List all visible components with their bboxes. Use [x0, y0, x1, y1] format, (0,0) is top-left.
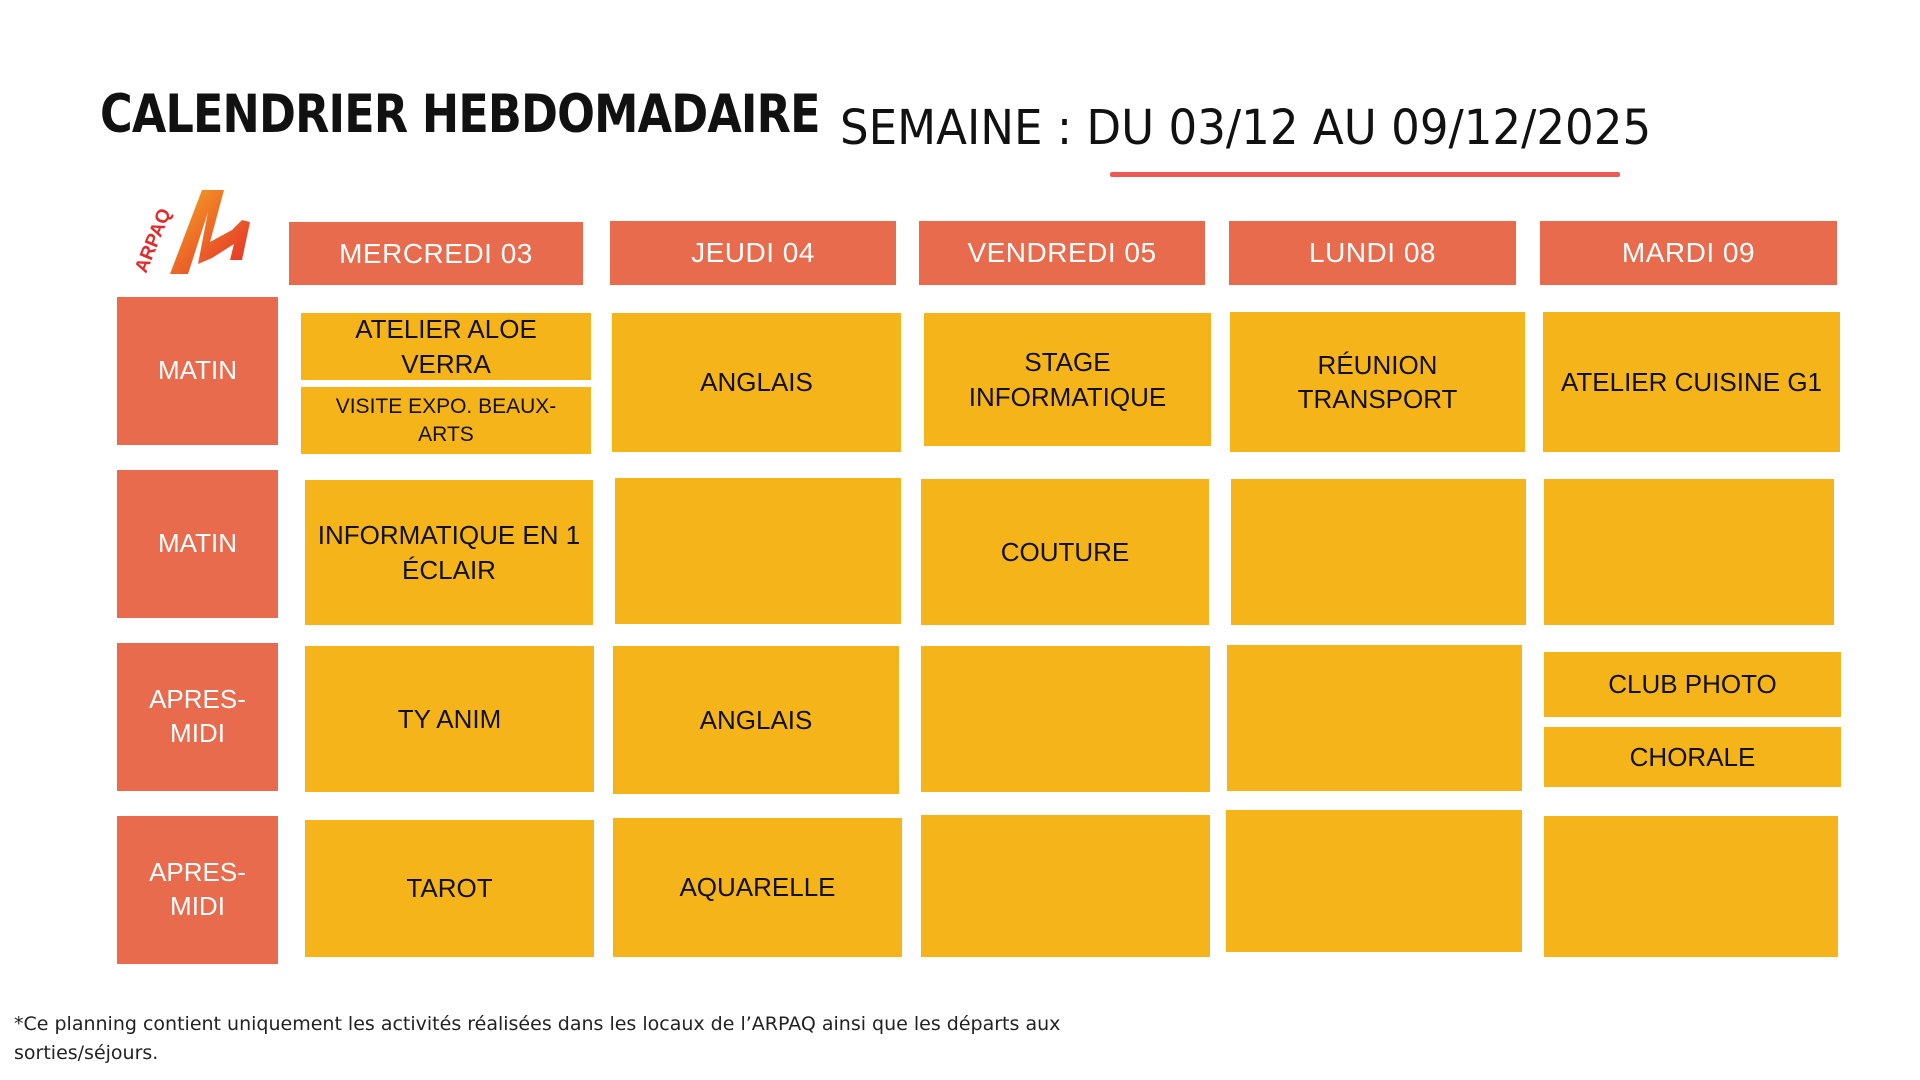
activity-cell: AQUARELLE	[613, 818, 902, 957]
activity-cell	[1226, 810, 1522, 952]
day-header-vendredi: VENDREDI 05	[919, 221, 1205, 285]
slot-label-matin-2: MATIN	[117, 470, 278, 618]
activity-cell: TAROT	[305, 820, 594, 957]
activity-cell: ATELIER CUISINE G1	[1543, 312, 1840, 452]
day-header-mardi: MARDI 09	[1540, 221, 1837, 285]
page-title: CALENDRIER HEBDOMADAIRE	[100, 84, 820, 145]
day-header-jeudi: JEUDI 04	[610, 221, 896, 285]
activity-cell: VISITE EXPO. BEAUX-ARTS	[301, 387, 591, 454]
activity-cell	[1227, 645, 1522, 791]
activity-cell: INFORMATIQUE EN 1 ÉCLAIR	[305, 480, 593, 625]
activity-cell	[921, 646, 1210, 792]
logo-text: ARPAQ	[132, 205, 176, 276]
activity-cell: TY ANIM	[305, 646, 594, 792]
activity-cell: ATELIER ALOE VERRA	[301, 313, 591, 380]
week-range: SEMAINE : DU 03/12 AU 09/12/2025	[840, 100, 1652, 156]
activity-cell: CHORALE	[1544, 727, 1841, 787]
footnote: *Ce planning contient uniquement les activités réalisées dans les locaux de l’ARPAQ ainsi que les départs aux sorties/séjours.	[14, 1013, 1061, 1065]
slot-label-matin-1: MATIN	[117, 297, 278, 445]
slot-label-apres-midi-2: APRES-MIDI	[117, 816, 278, 964]
arpaq-logo-icon	[132, 182, 262, 282]
activity-cell	[921, 815, 1210, 957]
activity-cell	[1544, 816, 1838, 957]
activity-cell: ANGLAIS	[613, 646, 899, 794]
activity-cell	[1544, 479, 1834, 625]
activity-cell: CLUB PHOTO	[1544, 652, 1841, 717]
activity-cell	[1231, 479, 1526, 625]
activity-cell: RÉUNION TRANSPORT	[1230, 312, 1525, 452]
activity-cell: STAGE INFORMATIQUE	[924, 313, 1211, 446]
week-underline	[1110, 172, 1620, 177]
activity-cell: ANGLAIS	[612, 313, 901, 452]
slot-label-apres-midi-1: APRES-MIDI	[117, 643, 278, 791]
activity-cell	[615, 478, 901, 624]
day-header-lundi: LUNDI 08	[1229, 221, 1516, 285]
day-header-mercredi: MERCREDI 03	[289, 222, 583, 285]
activity-cell: COUTURE	[921, 479, 1209, 625]
